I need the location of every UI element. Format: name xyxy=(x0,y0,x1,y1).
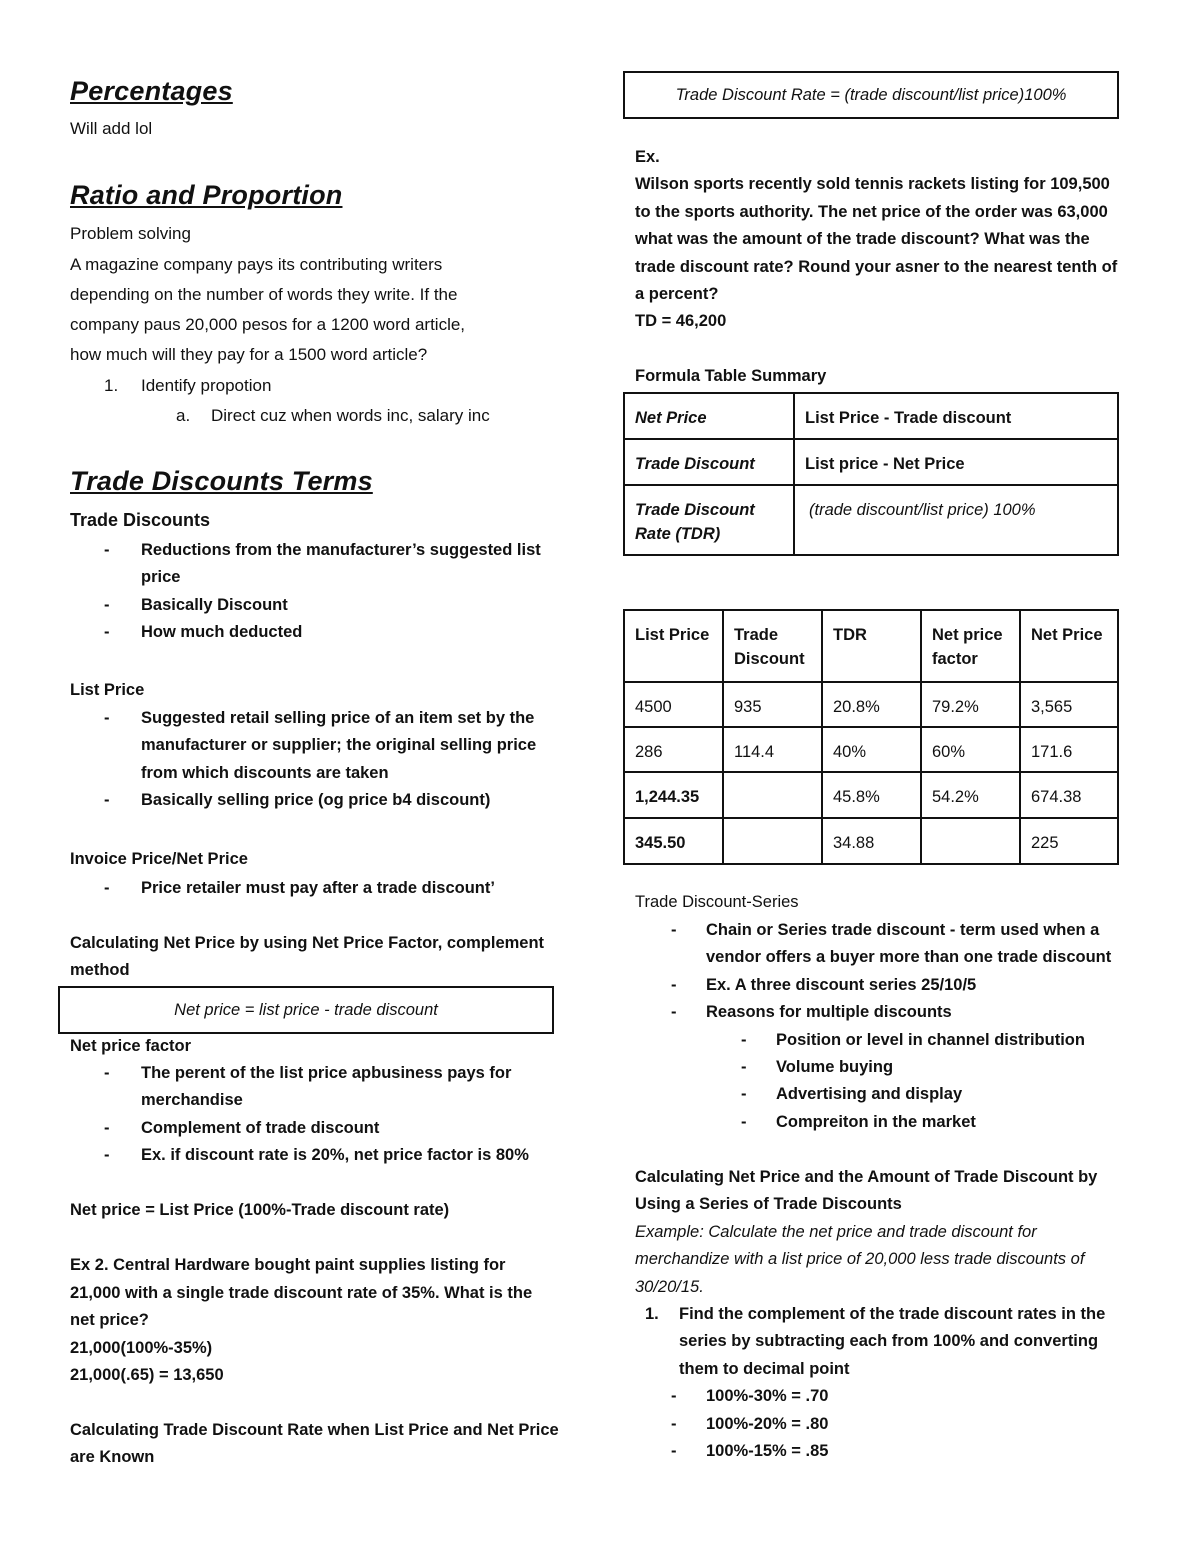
net-price-formula-box: Net price = list price - trade discount xyxy=(58,986,554,1034)
table-row xyxy=(624,772,1118,818)
example-line: Example: Calculate the net price and trade discount for xyxy=(635,1223,1037,1241)
discount-data-table xyxy=(623,609,1119,865)
substep-text: Direct cuz when words inc, salary inc xyxy=(211,406,490,425)
ex2-line: 21,000 with a single trade discount rate of 35%. What is the xyxy=(70,1284,533,1302)
header-line: factor xyxy=(932,650,978,668)
wilson-line: to the sports authority. The net price of the order was 63,000 xyxy=(635,203,1108,221)
table-cell: 60% xyxy=(921,727,1020,772)
bullet-text: Ex. A three discount series 25/10/5 xyxy=(706,976,977,994)
bullet-dash: - xyxy=(741,1113,747,1131)
table-cell: 40% xyxy=(822,727,921,772)
table-cell xyxy=(794,485,1118,555)
bullet-text: Reasons for multiple discounts xyxy=(706,1003,952,1021)
step-number: 1. xyxy=(104,376,119,395)
reason-text: Position or level in channel distribution xyxy=(776,1031,1085,1049)
npf-label: Net price factor xyxy=(70,1037,192,1055)
wilson-line: trade discount rate? Round your asner to the nearest tenth of xyxy=(635,258,1118,276)
complement-text: 100%-30% = .70 xyxy=(706,1387,829,1405)
bullet-dash: - xyxy=(104,1064,110,1082)
find-line: them to decimal point xyxy=(679,1360,850,1378)
bullet-text: vendor offers a buyer more than one trade discount xyxy=(706,948,1112,966)
np-formula: Net price = List Price (100%-Trade discount rate) xyxy=(70,1201,450,1219)
calc-series-heading: Using a Series of Trade Discounts xyxy=(635,1195,902,1213)
table-row xyxy=(624,682,1118,727)
calc-np-heading: method xyxy=(70,961,130,979)
bullet-dash: - xyxy=(104,879,110,897)
find-line: Find the complement of the trade discount rates in the xyxy=(679,1305,1106,1323)
table-cell: 20.8% xyxy=(822,682,921,727)
bullet-text: How much deducted xyxy=(141,623,303,641)
table-row xyxy=(624,818,1118,864)
ex2-line: 21,000(100%-35%) xyxy=(70,1339,213,1357)
bullet-text: Basically Discount xyxy=(141,596,288,614)
header-line: Net price xyxy=(932,626,1003,644)
step-number: 1. xyxy=(645,1305,659,1323)
table-cell: 3,565 xyxy=(1020,682,1118,727)
example-line: merchandize with a list price of 20,000 less trade discounts of xyxy=(635,1250,1085,1268)
bullet-dash: - xyxy=(104,541,110,559)
table-cell xyxy=(723,818,822,864)
calc-tdr-heading: Calculating Trade Discount Rate when List Price and Net Price xyxy=(70,1421,559,1439)
table-cell: 34.88 xyxy=(822,818,921,864)
ex2-line: net price? xyxy=(70,1311,149,1329)
wilson-line: TD = 46,200 xyxy=(635,312,727,330)
term-line: Trade Discount xyxy=(635,455,755,473)
step-text: Identify propotion xyxy=(141,376,272,395)
bullet-dash: - xyxy=(671,1415,677,1433)
bullet-dash: - xyxy=(671,976,677,994)
bullet-dash: - xyxy=(741,1031,747,1049)
table-cell xyxy=(723,772,822,818)
bullet-dash: - xyxy=(104,709,110,727)
table-cell: 225 xyxy=(1020,818,1118,864)
formula-text: List price - Net Price xyxy=(805,455,965,473)
bullet-dash: - xyxy=(104,791,110,809)
bullet-dash: - xyxy=(104,1119,110,1137)
header-cell xyxy=(723,610,822,682)
header-line: List Price xyxy=(635,626,710,644)
bullet-dash: - xyxy=(741,1058,747,1076)
header-cell xyxy=(624,610,723,682)
complement-text: 100%-20% = .80 xyxy=(706,1415,829,1433)
bullet-dash: - xyxy=(104,596,110,614)
ratio-line: A magazine company pays its contributing writers xyxy=(70,255,443,274)
table-cell: 171.6 xyxy=(1020,727,1118,772)
bullet-dash: - xyxy=(671,921,677,939)
table-cell xyxy=(624,439,794,485)
formula-text: List Price - Trade discount xyxy=(805,409,1012,427)
calc-np-heading: Calculating Net Price by using Net Price Factor, complement xyxy=(70,934,545,952)
reason-text: Advertising and display xyxy=(776,1085,963,1103)
bullet-dash: - xyxy=(104,623,110,641)
tdr-formula-box: Trade Discount Rate = (trade discount/list price)100% xyxy=(623,71,1119,119)
table-cell xyxy=(794,439,1118,485)
calc-series-heading: Calculating Net Price and the Amount of Trade Discount by xyxy=(635,1168,1098,1186)
reason-text: Compreiton in the market xyxy=(776,1113,976,1131)
header-line: TDR xyxy=(833,626,867,644)
bullet-dash: - xyxy=(104,1146,110,1164)
trade-discounts-label: Trade Discounts xyxy=(70,510,211,530)
formula-table-title: Formula Table Summary xyxy=(635,367,827,385)
series-label: Trade Discount-Series xyxy=(635,893,799,911)
wilson-line: Wilson sports recently sold tennis rackets listing for 109,500 xyxy=(635,175,1110,193)
ex-label: Ex. xyxy=(635,148,660,166)
table-cell xyxy=(624,485,794,555)
bullet-text: Complement of trade discount xyxy=(141,1119,380,1137)
header-cell xyxy=(921,610,1020,682)
calc-tdr-heading: are Known xyxy=(70,1448,155,1466)
bullet-text: merchandise xyxy=(141,1091,243,1109)
ratio-line: company paus 20,000 pesos for a 1200 word article, xyxy=(70,315,466,334)
bullet-text: Chain or Series trade discount - term used when a xyxy=(706,921,1100,939)
percentages-heading: Percentages xyxy=(70,76,233,106)
bullet-dash: - xyxy=(671,1003,677,1021)
term-line: Trade Discount xyxy=(635,501,755,519)
ex2-line: 21,000(.65) = 13,650 xyxy=(70,1366,224,1384)
invoice-label: Invoice Price/Net Price xyxy=(70,850,248,868)
bullet-text: price xyxy=(141,568,181,586)
table-cell: 4500 xyxy=(624,682,723,727)
find-line: series by subtracting each from 100% and converting xyxy=(679,1332,1099,1350)
table-cell: 674.38 xyxy=(1020,772,1118,818)
table-cell: 345.50 xyxy=(624,818,723,864)
percentages-note: Will add lol xyxy=(70,119,153,138)
substep-letter: a. xyxy=(176,406,191,425)
table-row xyxy=(624,485,1118,555)
table-cell: 1,244.35 xyxy=(624,772,723,818)
table-cell xyxy=(921,818,1020,864)
term-line: Net Price xyxy=(635,409,707,427)
trade-terms-heading: Trade Discounts Terms xyxy=(70,466,373,496)
example-line: 30/20/15. xyxy=(635,1278,704,1296)
table-cell: 54.2% xyxy=(921,772,1020,818)
wilson-line: what was the amount of the trade discount? What was the xyxy=(635,230,1090,248)
ratio-line: depending on the number of words they write. If the xyxy=(70,285,458,304)
bullet-dash: - xyxy=(671,1442,677,1460)
bullet-text: The perent of the list price apbusiness pays for xyxy=(141,1064,512,1082)
bullet-dash: - xyxy=(671,1387,677,1405)
table-cell: 286 xyxy=(624,727,723,772)
ratio-heading: Ratio and Proportion xyxy=(70,180,343,210)
problem-solving-label: Problem solving xyxy=(70,224,191,243)
table-header-row xyxy=(624,610,1118,682)
table-cell xyxy=(624,393,794,439)
ratio-line: how much will they pay for a 1500 word article? xyxy=(70,345,428,364)
list-price-label: List Price xyxy=(70,681,145,699)
table-cell: 79.2% xyxy=(921,682,1020,727)
table-row xyxy=(624,393,1118,439)
bullet-text: Price retailer must pay after a trade discount’ xyxy=(141,879,495,897)
ex2-line: Ex 2. Central Hardware bought paint supplies listing for xyxy=(70,1256,506,1274)
bullet-dash: - xyxy=(741,1085,747,1103)
table-cell: 935 xyxy=(723,682,822,727)
bullet-text: manufacturer or supplier; the original selling price xyxy=(141,736,537,754)
table-cell xyxy=(794,393,1118,439)
reason-text: Volume buying xyxy=(776,1058,894,1076)
wilson-line: a percent? xyxy=(635,285,719,303)
table-cell: 45.8% xyxy=(822,772,921,818)
header-cell xyxy=(1020,610,1118,682)
formula-summary-table xyxy=(623,392,1119,556)
header-line: Net Price xyxy=(1031,626,1103,644)
complement-text: 100%-15% = .85 xyxy=(706,1442,829,1460)
table-row xyxy=(624,439,1118,485)
header-cell xyxy=(822,610,921,682)
formula-text: (trade discount/list price) 100% xyxy=(809,501,1036,519)
bullet-text: Reductions from the manufacturer’s suggested list xyxy=(141,541,541,559)
bullet-text: from which discounts are taken xyxy=(141,764,389,782)
bullet-text: Basically selling price (og price b4 discount) xyxy=(141,791,491,809)
bullet-text: Ex. if discount rate is 20%, net price factor is 80% xyxy=(141,1146,529,1164)
header-line: Discount xyxy=(734,650,805,668)
header-line: Trade xyxy=(734,626,779,644)
term-line: Rate (TDR) xyxy=(635,525,721,543)
table-row xyxy=(624,727,1118,772)
bullet-text: Suggested retail selling price of an item set by the xyxy=(141,709,535,727)
table-cell: 114.4 xyxy=(723,727,822,772)
